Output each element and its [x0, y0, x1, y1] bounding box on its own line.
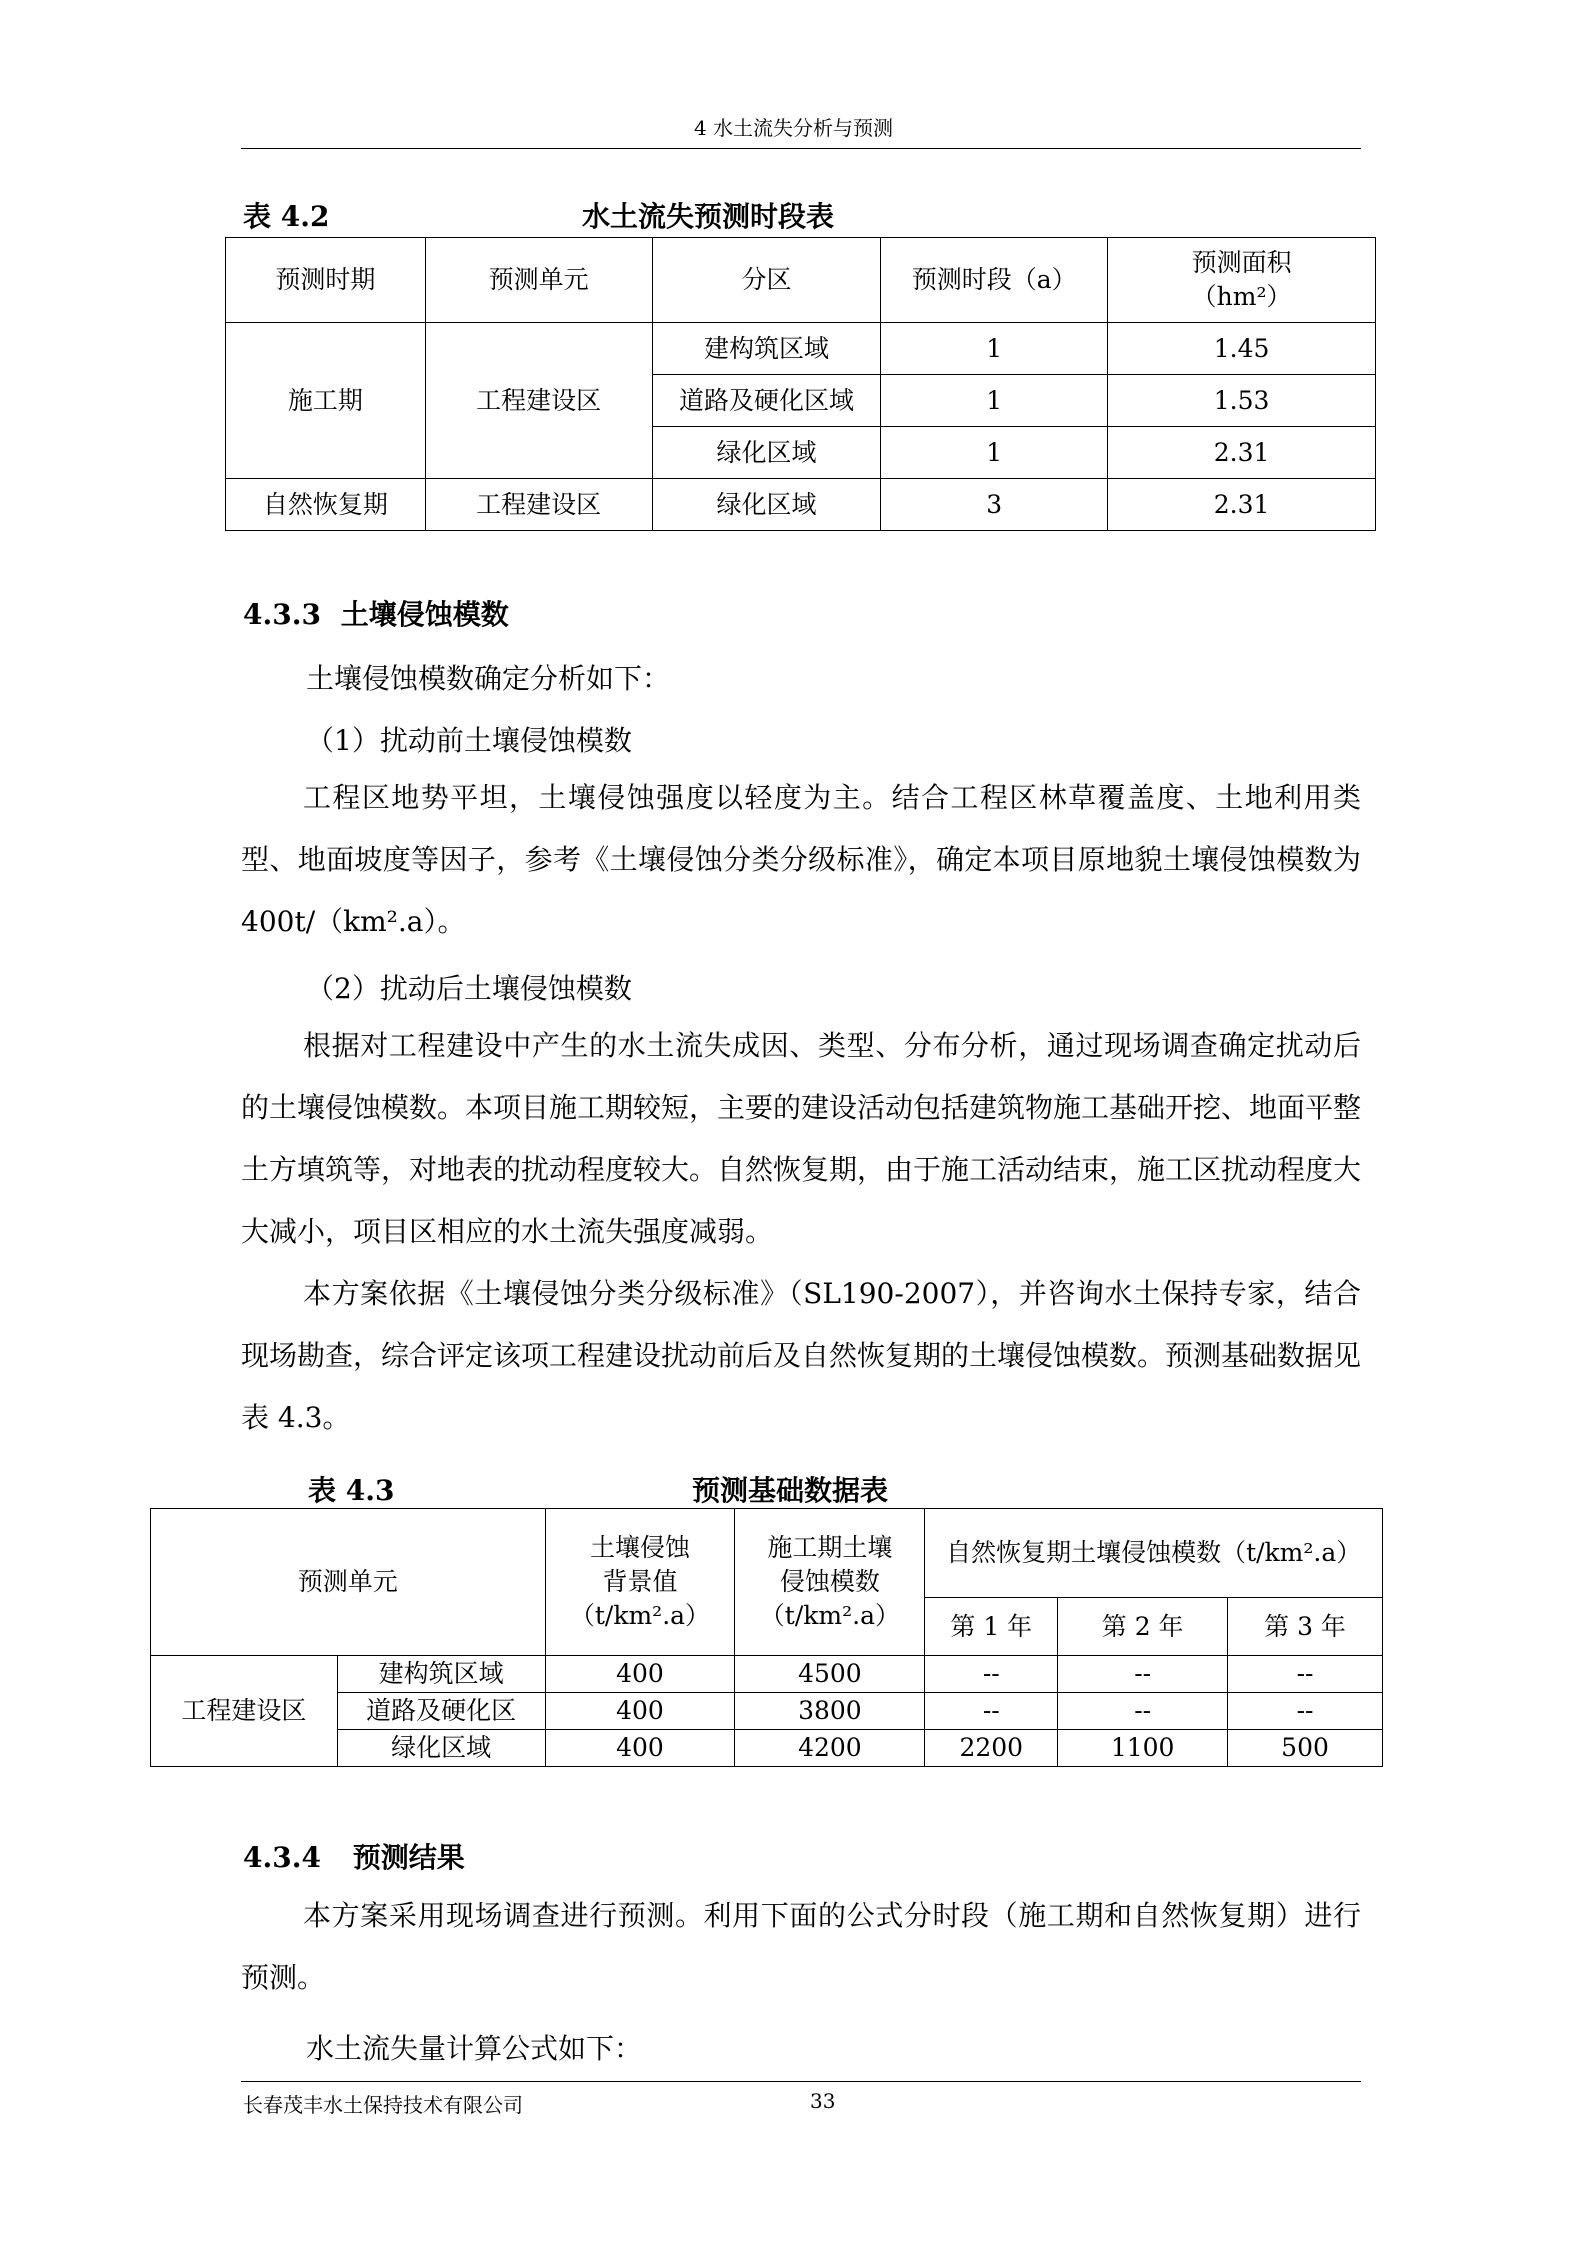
value-cell: -- [1058, 1656, 1228, 1693]
unit-cell: 工程建设区 [425, 323, 652, 479]
header-cell: 第 2 年 [1058, 1598, 1228, 1656]
header-line: 侵蚀模数 [779, 1567, 880, 1596]
header-line: （t/km².a） [759, 1601, 900, 1630]
value-cell: -- [1228, 1656, 1383, 1693]
table-4-2-label: 表 4.2 [243, 200, 330, 233]
header-line: 背景值 [602, 1567, 678, 1596]
area-cell: 2.31 [1108, 479, 1376, 531]
table-row [151, 1656, 1383, 1693]
zone-cell: 道路及硬化区域 [652, 375, 881, 427]
paragraph [241, 1263, 1361, 1449]
value-cell: 400 [545, 1693, 735, 1730]
table-row [226, 479, 1376, 531]
formula-intro: 水土流失量计算公式如下： [306, 2032, 643, 2065]
value-cell: 3800 [735, 1693, 925, 1730]
header-cell: 预测单元 [425, 238, 652, 323]
header-unit: （hm²） [1191, 282, 1292, 311]
header-line: （t/km².a） [569, 1601, 711, 1630]
area-cell: 2.31 [1108, 427, 1376, 479]
paragraph-text: 根据对工程建设中产生的水土流失成因、类型、分布分析，通过现场调查确定扰动后的土壤侵蚀模数。本项目施工期较短，主要的建设活动包括建筑物施工基础开挖、地面平整土方填筑等，对地表的扰动程度较大。自然恢复期，由于施工活动结束，施工区扰动程度大大减小，项目区相应的水土流失强度减弱。 [241, 1029, 1362, 1248]
value-cell: -- [925, 1656, 1058, 1693]
header-cell: 自然恢复期土壤侵蚀模数（t/km².a） [925, 1509, 1383, 1598]
item-2: （2）扰动后土壤侵蚀模数 [306, 972, 632, 1005]
page-number: 33 [810, 2089, 836, 2113]
period-cell: 施工期 [226, 323, 426, 479]
value-cell: 4500 [735, 1656, 925, 1693]
table-row [151, 1509, 1383, 1598]
section-title: 土壤侵蚀模数 [340, 598, 509, 631]
period-cell: 自然恢复期 [226, 479, 426, 531]
area-cell: 1.45 [1108, 323, 1376, 375]
header-cell: 预测时段（a） [881, 238, 1108, 323]
header-cell: 预测单元 [151, 1509, 546, 1656]
table-4-2-title: 水土流失预测时段表 [582, 200, 835, 233]
footer-rule [241, 2081, 1361, 2082]
header-line: 施工期土壤 [767, 1533, 893, 1562]
value-cell: 2200 [925, 1730, 1058, 1767]
area-cell: 1.53 [1108, 375, 1376, 427]
section-heading-4-3-3 [243, 593, 509, 633]
paragraph [241, 767, 1361, 953]
header-rule [241, 148, 1361, 149]
value-cell: 400 [545, 1656, 735, 1693]
years-cell: 1 [881, 323, 1108, 375]
value-cell: 500 [1228, 1730, 1383, 1767]
paragraph-text: 本方案依据《土壤侵蚀分类分级标准》（SL190-2007），并咨询水土保持专家，结合现场勘查，综合评定该项工程建设扰动前后及自然恢复期的土壤侵蚀模数。预测基础数据见表 4.3。 [241, 1277, 1362, 1434]
paragraph-text: 本方案采用现场调查进行预测。利用下面的公式分时段（施工期和自然恢复期）进行预测。 [241, 1899, 1361, 1994]
paragraph [241, 1885, 1361, 2009]
paragraph [241, 1015, 1361, 1263]
value-cell: 1100 [1058, 1730, 1228, 1767]
value-cell: -- [925, 1693, 1058, 1730]
header-cell: 第 1 年 [925, 1598, 1058, 1656]
header-cell: 第 3 年 [1228, 1598, 1383, 1656]
value-cell: -- [1228, 1693, 1383, 1730]
table-4-3-label: 表 4.3 [308, 1474, 395, 1507]
paragraph-text: 工程区地势平坦，土壤侵蚀强度以轻度为主。结合工程区林草覆盖度、土地利用类型、地面坡度等因子，参考《土壤侵蚀分类分级标准》，确定本项目原地貌土壤侵蚀模数为400t/（km².a）。 [241, 781, 1361, 938]
header-cell [735, 1509, 925, 1656]
section-heading-4-3-4 [243, 1836, 465, 1876]
section-number: 4.3.3 [243, 598, 321, 631]
zone-cell: 建构筑区域 [652, 323, 881, 375]
area-cell: 工程建设区 [151, 1656, 338, 1767]
table-4-3 [150, 1508, 1383, 1767]
table-row [226, 238, 1376, 323]
intro-line: 土壤侵蚀模数确定分析如下： [306, 662, 671, 695]
header-cell [1108, 238, 1376, 323]
section-title: 预测结果 [352, 1841, 465, 1874]
footer-company: 长春茂丰水土保持技术有限公司 [243, 2093, 523, 2117]
header-cell: 预测时期 [226, 238, 426, 323]
section-number: 4.3.4 [243, 1841, 321, 1874]
unit-cell: 工程建设区 [425, 479, 652, 531]
table-4-3-title: 预测基础数据表 [692, 1474, 889, 1507]
zone-cell: 道路及硬化区 [337, 1693, 545, 1730]
zone-cell: 建构筑区域 [337, 1656, 545, 1693]
years-cell: 3 [881, 479, 1108, 531]
table-row [226, 323, 1376, 375]
value-cell: 400 [545, 1730, 735, 1767]
item-1: （1）扰动前土壤侵蚀模数 [306, 724, 632, 757]
value-cell: 4200 [735, 1730, 925, 1767]
years-cell: 1 [881, 427, 1108, 479]
table-4-2 [225, 237, 1376, 531]
value-cell: -- [1058, 1693, 1228, 1730]
header-cell: 分区 [652, 238, 881, 323]
years-cell: 1 [881, 375, 1108, 427]
header-cell [545, 1509, 735, 1656]
running-header: 4 水土流失分析与预测 [693, 116, 894, 140]
zone-cell: 绿化区域 [337, 1730, 545, 1767]
header-line: 土壤侵蚀 [589, 1533, 690, 1562]
zone-cell: 绿化区域 [652, 427, 881, 479]
header-text: 预测面积 [1191, 248, 1292, 277]
zone-cell: 绿化区域 [652, 479, 881, 531]
